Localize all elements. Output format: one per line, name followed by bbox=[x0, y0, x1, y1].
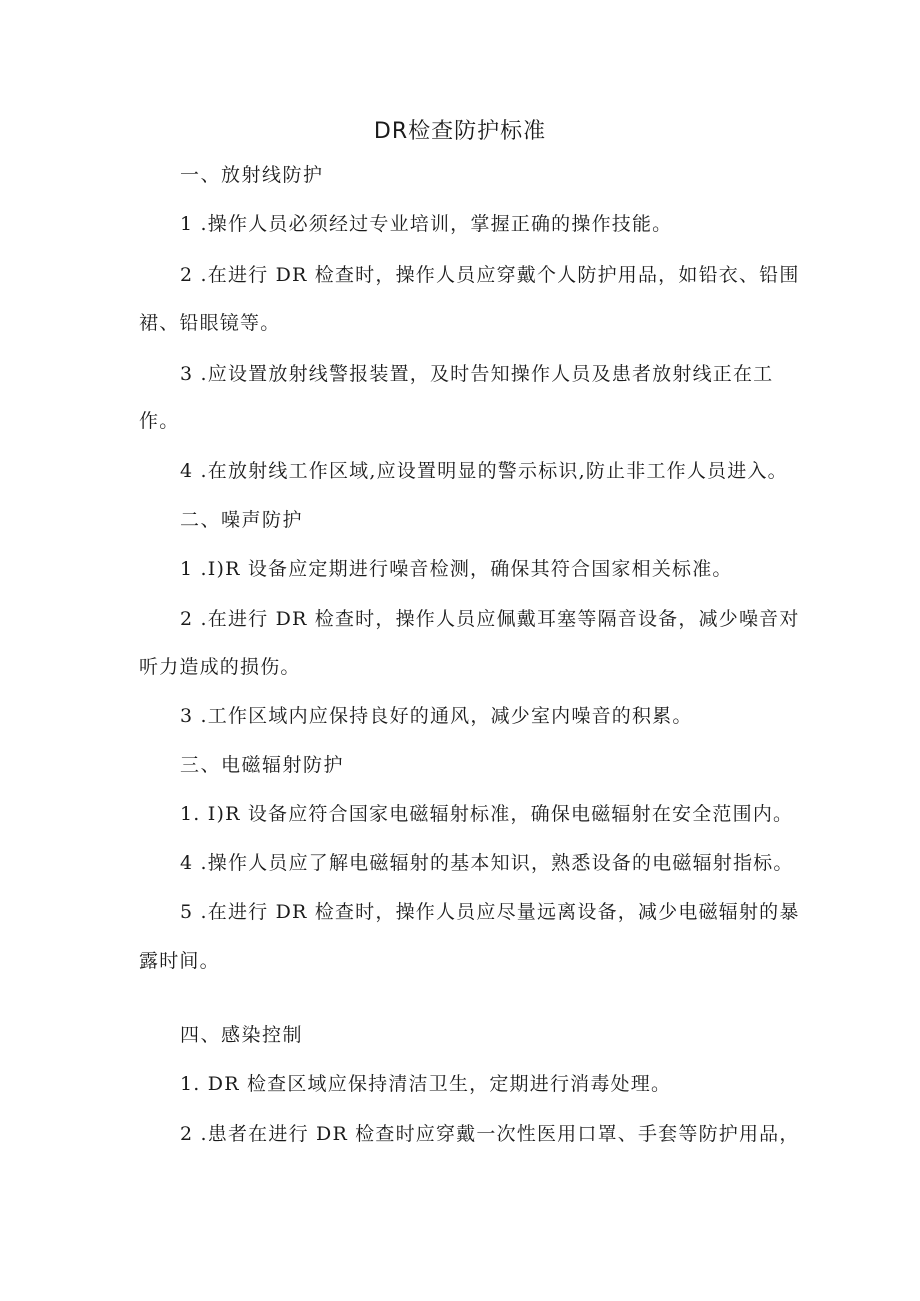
list-item-continuation: 裙、铅眼镜等。 bbox=[139, 312, 281, 334]
section-heading-radiation: 一、放射线防护 bbox=[180, 164, 324, 186]
list-item: 1 .I)R 设备应定期进行噪音检测，确保其符合国家相关标准。 bbox=[180, 558, 733, 580]
list-item: 2 .在进行 DR 检查时，操作人员应穿戴个人防护用品，如铅衣、铅围 bbox=[180, 264, 800, 286]
list-item: 3 .工作区域内应保持良好的通风，减少室内噪音的积累。 bbox=[180, 705, 693, 727]
list-item: 2 .患者在进行 DR 检查时应穿戴一次性医用口罩、手套等防护用品， bbox=[180, 1123, 800, 1145]
list-item-continuation: 露时间。 bbox=[139, 950, 220, 972]
list-item: 1 .操作人员必须经过专业培训，掌握正确的操作技能。 bbox=[180, 213, 673, 235]
list-item: 5 .在进行 DR 检查时，操作人员应尽量远离设备，减少电磁辐射的暴 bbox=[180, 901, 800, 923]
list-item: 4 .在放射线工作区域,应设置明显的警示标识,防止非工作人员进入。 bbox=[180, 460, 788, 482]
list-item-continuation: 作。 bbox=[139, 410, 180, 432]
list-item: 1. I)R 设备应符合国家电磁辐射标准，确保电磁辐射在安全范围内。 bbox=[180, 803, 794, 825]
list-item: 1. DR 检查区域应保持清洁卫生，定期进行消毒处理。 bbox=[180, 1073, 672, 1095]
list-item: 2 .在进行 DR 检查时，操作人员应佩戴耳塞等隔音设备，减少噪音对 bbox=[180, 608, 800, 630]
document-title: DR检查防护标准 bbox=[373, 119, 547, 144]
section-heading-noise: 二、噪声防护 bbox=[180, 509, 304, 531]
list-item: 4 .操作人员应了解电磁辐射的基本知识，熟悉设备的电磁辐射指标。 bbox=[180, 852, 794, 874]
section-heading-infection: 四、感染控制 bbox=[180, 1024, 304, 1046]
section-heading-electromagnetic: 三、电磁辐射防护 bbox=[180, 754, 345, 776]
list-item-continuation: 听力造成的损伤。 bbox=[139, 656, 301, 678]
list-item: 3 .应设置放射线警报装置，及时告知操作人员及患者放射线正在工 bbox=[180, 363, 774, 385]
